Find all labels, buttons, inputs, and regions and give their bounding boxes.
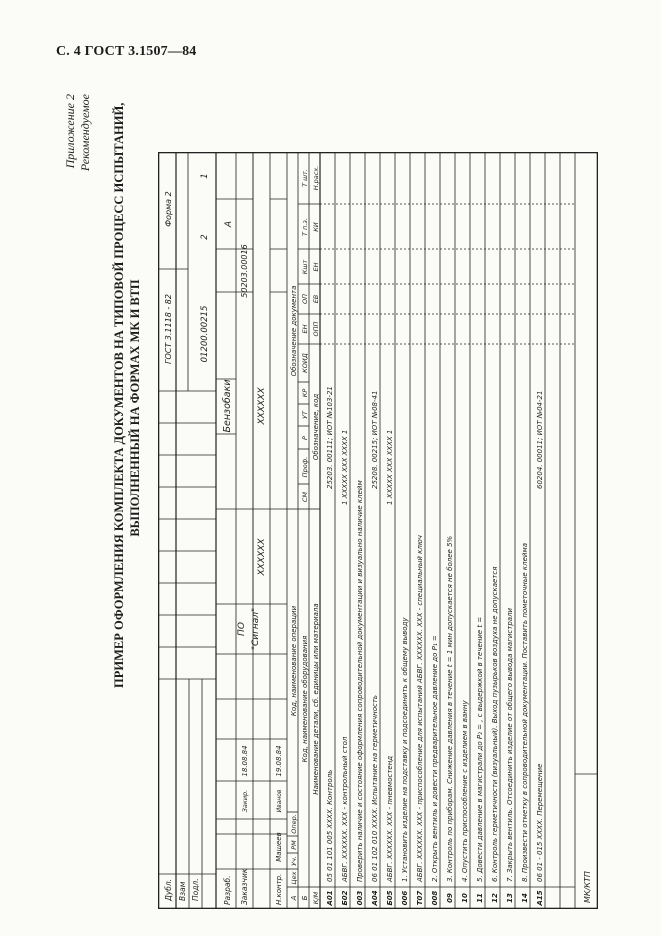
hdr-b-tpz: Т п.з. bbox=[301, 218, 309, 236]
hdr-b-label: Б bbox=[301, 895, 309, 901]
hdr-a-section: Уч. bbox=[290, 856, 298, 866]
row-code: 008 bbox=[431, 890, 439, 906]
row-text: 6. Контроль герметичности (визуальный). Выход пузырьков воздуха не допускается bbox=[491, 566, 499, 882]
hdr-km-nrash: Н.расх. bbox=[312, 165, 320, 191]
hdr-b-ut: УТ bbox=[301, 411, 309, 419]
hdr-b-en: ЕН bbox=[301, 324, 309, 334]
document-title bbox=[112, 102, 143, 688]
row-text: 7. Закрыть вентиль. Отсоединить изделие от общего вывода магистрали bbox=[506, 607, 514, 882]
org-label: ПО bbox=[237, 622, 247, 636]
hdr-km-label: К/М bbox=[312, 891, 320, 905]
hdr-km-name: Наименование детали, сб. единицы или материала bbox=[312, 603, 320, 795]
norm-control-label: Н.контр. bbox=[275, 873, 283, 905]
row-document: 1 XXXXX XXX XXXX 1 bbox=[341, 429, 349, 505]
row-code: 14 bbox=[521, 893, 529, 903]
org-name: "Сигнал" bbox=[251, 607, 261, 651]
table-row bbox=[416, 535, 424, 905]
hdr-km-code: Обозначение, код bbox=[312, 393, 320, 461]
title-line-2: ВЫПОЛНЕННЫЙ НА ФОРМАХ МК И ВТП bbox=[127, 279, 142, 537]
row-code: 003 bbox=[356, 890, 364, 906]
row-code: 09 bbox=[446, 893, 454, 903]
row-text: 3. Контроль по приборам. Снижение давления в течение t = 1 мин допускается не более 5% bbox=[446, 535, 454, 882]
customer-signature: Закир. bbox=[241, 789, 249, 813]
row-code: 10 bbox=[461, 893, 469, 903]
row-document: 1 XXXXX XXX XXXX 1 bbox=[386, 429, 394, 505]
customer-date: 18.08.84 bbox=[241, 745, 249, 777]
form-grid bbox=[158, 152, 598, 909]
hdr-a-operation: Опер. bbox=[290, 814, 298, 834]
table-row bbox=[386, 430, 394, 906]
hdr-b-kpc: Кшт bbox=[301, 259, 309, 275]
table-row bbox=[326, 386, 334, 906]
row-code: 11 bbox=[476, 893, 484, 903]
row-text: 4. Опустить приспособление с изделием в ванну bbox=[461, 700, 469, 882]
customer-label: Заказчик bbox=[240, 868, 249, 905]
doc-code-left: XXXXXX bbox=[257, 538, 267, 576]
developer-label: Разраб. bbox=[223, 875, 232, 905]
row-text: Проверить наличие и состояние оформления сопроводительной документации и визуально наличие клейм bbox=[356, 480, 364, 882]
title-line-1: ПРИМЕР ОФОРМЛЕНИЯ КОМПЛЕКТА ДОКУМЕНТОВ НА ТИПОВОЙ ПРОЦЕСС ИСПЫТАНИЙ, bbox=[112, 102, 126, 688]
appendix-line-2: Рекомендуемое bbox=[78, 94, 92, 172]
row-text: 05 01 101 005 XXXX. Контроль bbox=[326, 769, 334, 882]
row-text: 2. Открыть вентиль и довести предварительное давление до P₁ = bbox=[431, 635, 439, 882]
sheet-number: 1 bbox=[200, 173, 210, 179]
row-text: 1. Установить изделие на подставку и подсоединить к общему выводу bbox=[401, 617, 409, 882]
side-label-podl: Подл. bbox=[191, 878, 200, 901]
row-text: АБВГ. XXXXXX. XXX - приспособление для испытаний АБВГ. XXXXXX. XXX - специальный ключ bbox=[416, 535, 424, 882]
hdr-b-r: Р bbox=[301, 436, 309, 440]
form-footer: МК/КТП bbox=[583, 871, 592, 903]
norm-control-date: 19.08.84 bbox=[275, 745, 283, 777]
table-row bbox=[536, 391, 544, 907]
table-row bbox=[506, 607, 514, 902]
hdr-a-label: А bbox=[290, 895, 298, 901]
row-text: 8. Произвести отметку в сопроводительной документации. Поставить пометочные клейма bbox=[521, 542, 529, 882]
hdr-a-workshop: Цех bbox=[290, 871, 298, 885]
row-text: АБВГ. XXXXXX. XXX - контрольный стол bbox=[341, 736, 349, 882]
row-text: 06 01 - 015 XXXX. Перемещение bbox=[536, 763, 544, 882]
hdr-b-op: ОП bbox=[301, 293, 309, 305]
row-code: 12 bbox=[491, 893, 499, 903]
hdr-a-operation-name: Код, наименование операции bbox=[290, 605, 298, 717]
hdr-km-en: ЕН bbox=[312, 262, 320, 272]
row-code: Б05 bbox=[386, 890, 394, 906]
row-code: 13 bbox=[506, 893, 514, 903]
hdr-b-sm: СМ bbox=[301, 491, 309, 503]
operation-rows bbox=[326, 386, 544, 906]
table-row bbox=[446, 535, 454, 902]
row-code: 006 bbox=[401, 890, 409, 906]
table-row bbox=[476, 617, 484, 903]
hdr-b-koid: КОИД bbox=[301, 353, 309, 373]
hdr-b-tsht: Т шт. bbox=[301, 169, 309, 187]
side-label-dubl: Дубл. bbox=[164, 878, 173, 901]
document-number-2: 50203.00016 bbox=[240, 244, 249, 298]
row-code: Б02 bbox=[341, 890, 349, 906]
table-row bbox=[341, 430, 349, 906]
appendix-line-1: Приложение 2 bbox=[63, 94, 77, 169]
hdr-b-equipment: Код, наименование оборудования bbox=[301, 635, 309, 763]
document-number-1: 01200.00215 bbox=[200, 305, 210, 363]
row-text: 06 01 102 010 XXXX. Испытание на герметичность bbox=[371, 694, 379, 882]
table-row bbox=[356, 480, 364, 906]
hdr-a-document: Обозначение документа bbox=[290, 285, 298, 377]
doc-code-right: XXXXXX bbox=[257, 387, 267, 425]
standard-ref: ГОСТ 3.1118 - 82 bbox=[164, 294, 173, 364]
table-row bbox=[461, 700, 469, 903]
table-row bbox=[521, 543, 529, 903]
row-code: Т07 bbox=[416, 890, 424, 906]
sheets-total: 2 bbox=[200, 234, 210, 240]
product-name: Бензобаки bbox=[222, 379, 233, 433]
letter-code: А bbox=[224, 220, 234, 228]
hdr-km-opp: ОПП bbox=[312, 321, 320, 337]
hdr-km-ki: КИ bbox=[312, 222, 320, 232]
row-document: 25203. 00111; ИОТ №103-21 bbox=[326, 386, 334, 489]
route-card-form bbox=[158, 152, 598, 909]
hdr-b-kr: КР bbox=[301, 388, 309, 398]
row-text: 5. Довести давление в магистрали до P₂ = , с выдержкой в течение t = bbox=[476, 616, 484, 882]
norm-control-name: Машеев bbox=[275, 832, 283, 862]
side-label-vzam: Взам bbox=[178, 881, 187, 901]
table-row bbox=[371, 391, 379, 907]
hdr-km-ev: ЕВ bbox=[312, 294, 320, 304]
hdr-a-workplace: РМ bbox=[290, 840, 298, 850]
appendix-label bbox=[63, 94, 93, 171]
row-code: А01 bbox=[326, 890, 334, 906]
hdr-b-prof: Проф. bbox=[301, 456, 309, 478]
row-code: А15 bbox=[536, 890, 544, 906]
table-row bbox=[401, 617, 409, 906]
norm-control-signature: Иванов bbox=[276, 789, 283, 813]
table-row bbox=[431, 635, 439, 905]
row-code: А04 bbox=[371, 890, 379, 906]
row-document: 25208. 00215; ИОТ №08-41 bbox=[371, 390, 379, 489]
row-text: АБВГ. XXXXXX. XXX - пневмостенд bbox=[386, 755, 394, 882]
table-row bbox=[491, 567, 499, 903]
row-document: 60204. 00011; ИОТ №04-21 bbox=[536, 390, 544, 489]
form-number: Форма 2 bbox=[164, 191, 173, 227]
page-header: С. 4 ГОСТ 3.1507—84 bbox=[56, 44, 197, 59]
